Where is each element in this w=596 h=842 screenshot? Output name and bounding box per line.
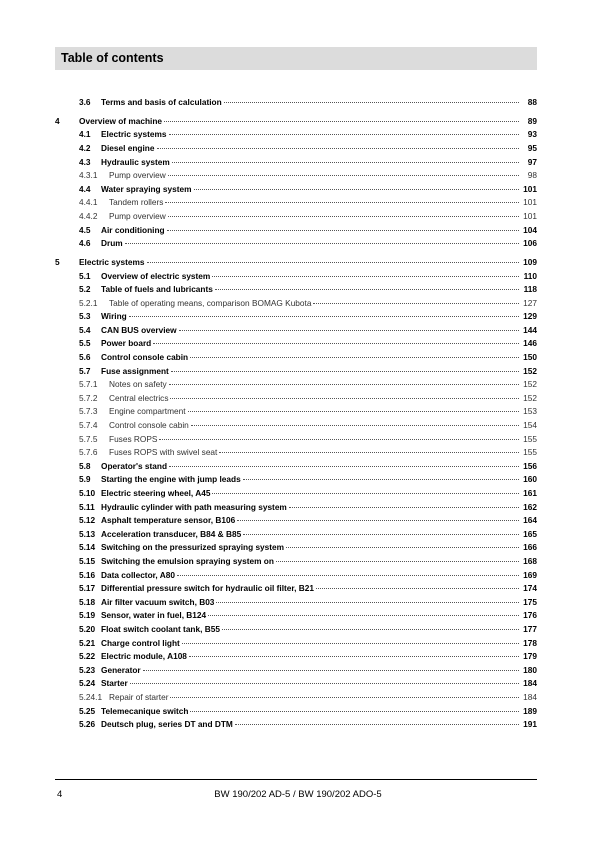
dot-leader bbox=[190, 356, 519, 358]
dot-leader bbox=[289, 506, 519, 508]
toc-entry-page: 164 bbox=[523, 515, 537, 526]
dot-leader bbox=[237, 519, 519, 521]
toc-entry[interactable] bbox=[55, 677, 537, 691]
toc-entry-page: 109 bbox=[523, 256, 537, 267]
toc-entry[interactable] bbox=[55, 705, 537, 719]
toc-entry-title: Terms and basis of calculation bbox=[101, 97, 222, 107]
toc-entry-title: Operator's stand bbox=[101, 460, 168, 471]
toc-entry[interactable] bbox=[55, 514, 537, 528]
toc-entry-title: Water spraying system bbox=[101, 183, 192, 194]
dot-leader bbox=[170, 397, 519, 399]
toc-entry[interactable] bbox=[55, 691, 537, 705]
toc-entry[interactable] bbox=[55, 96, 537, 110]
page-title: Table of contents bbox=[61, 51, 164, 65]
toc-entry-page: 98 bbox=[527, 170, 537, 181]
toc-entry[interactable] bbox=[55, 664, 537, 678]
toc-entry-title: Data collector, A80 bbox=[101, 569, 175, 580]
toc-entry-title: Electric systems bbox=[101, 129, 167, 140]
toc-entry[interactable] bbox=[55, 224, 537, 238]
toc-entry-number: 5.24 bbox=[79, 678, 96, 689]
toc-entry-title: Control console cabin bbox=[101, 352, 189, 363]
toc-entry-number: 4.5 bbox=[79, 224, 91, 235]
dot-leader bbox=[243, 478, 519, 480]
toc-entry[interactable] bbox=[55, 351, 537, 365]
toc-entry-title: Electric systems bbox=[79, 256, 145, 267]
toc-entry-number: 5.23 bbox=[79, 664, 96, 675]
dot-leader bbox=[167, 229, 519, 231]
toc-entry[interactable] bbox=[55, 256, 537, 270]
toc-entry-number: 5.13 bbox=[79, 528, 96, 539]
toc-entry-page: 156 bbox=[523, 460, 537, 471]
toc-entry-number: 5.8 bbox=[79, 460, 91, 471]
toc-entry[interactable] bbox=[55, 237, 537, 251]
toc-entry-number: 5.15 bbox=[79, 555, 96, 566]
toc-entry-page: 165 bbox=[523, 528, 537, 539]
toc-entry-number: 5.2.1 bbox=[79, 297, 98, 308]
toc-entry-page: 110 bbox=[523, 270, 537, 281]
toc-entry[interactable] bbox=[55, 324, 537, 338]
toc-entry-page: 184 bbox=[523, 691, 537, 702]
toc-entry-number: 5.20 bbox=[79, 623, 96, 634]
footer-divider bbox=[55, 779, 537, 780]
dot-leader bbox=[216, 601, 519, 603]
toc-entry[interactable] bbox=[55, 310, 537, 324]
toc-entry-number: 5.4 bbox=[79, 324, 91, 335]
dot-leader bbox=[191, 424, 519, 426]
dot-leader bbox=[165, 201, 519, 203]
dot-leader bbox=[235, 723, 519, 725]
toc-chapter-number: 5 bbox=[55, 256, 60, 267]
toc-entry[interactable] bbox=[55, 337, 537, 351]
toc-entry-page: 160 bbox=[523, 474, 537, 485]
toc-entry-number: 5.22 bbox=[79, 651, 96, 662]
toc-entry[interactable] bbox=[55, 270, 537, 284]
toc-entry-page: 144 bbox=[523, 324, 537, 335]
dot-leader bbox=[177, 574, 519, 576]
toc-entry-page: 118 bbox=[523, 284, 537, 295]
dot-leader bbox=[168, 174, 519, 176]
toc-entry-number: 5.12 bbox=[79, 515, 96, 526]
toc-entry-page: 162 bbox=[523, 501, 537, 512]
toc-entry-title: Notes on safety bbox=[109, 379, 167, 390]
dot-leader bbox=[215, 288, 519, 290]
toc-entry-page: 152 bbox=[523, 392, 537, 403]
toc-entry-title: Pump overview bbox=[109, 170, 166, 181]
toc-entry[interactable] bbox=[55, 378, 537, 392]
toc-entry[interactable] bbox=[55, 718, 537, 732]
toc-entry-title: Air conditioning bbox=[101, 224, 165, 235]
dot-leader bbox=[219, 451, 519, 453]
toc-entry[interactable] bbox=[55, 433, 537, 447]
dot-leader bbox=[243, 533, 519, 535]
table-of-contents bbox=[55, 96, 537, 732]
toc-entry-page: 95 bbox=[527, 142, 537, 153]
toc-entry-number: 5.19 bbox=[79, 610, 96, 621]
toc-entry-number: 5.16 bbox=[79, 569, 96, 580]
toc-entry-number: 5.9 bbox=[79, 474, 91, 485]
toc-entry-page: 129 bbox=[523, 311, 537, 322]
toc-entry-page: 175 bbox=[523, 596, 537, 607]
toc-entry[interactable] bbox=[55, 446, 537, 460]
toc-entry-number: 5.21 bbox=[79, 637, 96, 648]
toc-entry[interactable] bbox=[55, 419, 537, 433]
dot-leader bbox=[313, 302, 519, 304]
toc-entry[interactable] bbox=[55, 473, 537, 487]
toc-entry-page: 191 bbox=[523, 719, 537, 730]
toc-entry-page: 176 bbox=[523, 610, 537, 621]
toc-entry-number: 5.11 bbox=[79, 501, 95, 512]
toc-entry-page: 106 bbox=[523, 238, 537, 249]
toc-entry[interactable] bbox=[55, 596, 537, 610]
toc-entry[interactable] bbox=[55, 156, 537, 170]
toc-entry-page: 166 bbox=[523, 542, 537, 553]
toc-entry-title: Overview of machine bbox=[79, 115, 163, 126]
dot-leader bbox=[143, 669, 519, 671]
toc-entry-page: 97 bbox=[527, 156, 537, 167]
toc-entry-page: 161 bbox=[523, 488, 537, 498]
dot-leader bbox=[168, 215, 519, 217]
dot-leader bbox=[169, 383, 519, 385]
toc-entry-title: Asphalt temperature sensor, B106 bbox=[101, 515, 236, 526]
toc-chapter-number: 4 bbox=[55, 115, 60, 126]
toc-entry-page: 177 bbox=[523, 623, 537, 634]
toc-entry-title: Table of operating means, comparison BOMAG Kubota bbox=[109, 297, 312, 308]
dot-leader bbox=[169, 133, 520, 135]
toc-entry-title: Switching the emulsion spraying system on bbox=[101, 555, 274, 566]
toc-entry-number: 4.1 bbox=[79, 129, 91, 140]
toc-entry-number: 5.25 bbox=[79, 705, 96, 716]
toc-entry-page: 169 bbox=[523, 569, 537, 580]
toc-entry[interactable] bbox=[55, 128, 537, 142]
toc-entry-title: Starter bbox=[101, 678, 128, 689]
toc-entry-page: 180 bbox=[523, 664, 537, 675]
toc-entry-title: Overview of electric system bbox=[101, 270, 211, 281]
toc-entry-page: 89 bbox=[527, 115, 537, 126]
dot-leader bbox=[316, 587, 519, 589]
toc-entry-number: 4.3 bbox=[79, 156, 91, 167]
toc-entry-number: 5.7.2 bbox=[79, 392, 98, 403]
toc-entry-title: Acceleration transducer, B84 & B85 bbox=[101, 528, 242, 539]
dot-leader bbox=[194, 188, 519, 190]
toc-entry[interactable] bbox=[55, 487, 537, 501]
toc-entry-page: 150 bbox=[523, 352, 537, 363]
toc-entry-title: Telemecanique switch bbox=[101, 705, 189, 716]
dot-leader bbox=[129, 315, 519, 317]
toc-entry[interactable] bbox=[55, 210, 537, 224]
toc-entry-title: Deutsch plug, series DT and DTM bbox=[101, 719, 233, 730]
toc-entry-title: Engine compartment bbox=[109, 406, 186, 417]
toc-entry-number: 4.4 bbox=[79, 183, 91, 194]
toc-entry-page: 93 bbox=[527, 129, 537, 140]
dot-leader bbox=[159, 438, 519, 440]
toc-entry-title: Wiring bbox=[101, 311, 127, 322]
toc-entry[interactable] bbox=[55, 501, 537, 515]
toc-header-bar bbox=[55, 47, 537, 70]
toc-entry-number: 4.3.1 bbox=[79, 170, 98, 181]
toc-entry[interactable] bbox=[55, 623, 537, 637]
toc-entry-title: Power board bbox=[101, 338, 152, 349]
toc-entry-title: Hydraulic system bbox=[101, 156, 170, 167]
toc-entry-number: 3.6 bbox=[79, 97, 91, 107]
toc-entry[interactable] bbox=[55, 283, 537, 297]
toc-entry[interactable] bbox=[55, 169, 537, 183]
toc-entry-number: 4.4.1 bbox=[79, 197, 98, 208]
toc-entry-title: Air filter vacuum switch, B03 bbox=[101, 596, 215, 607]
toc-entry-title: Charge control light bbox=[101, 637, 180, 648]
toc-entry-title: Float switch coolant tank, B55 bbox=[101, 623, 220, 634]
dot-leader bbox=[171, 370, 519, 372]
toc-entry-title: Electric module, A108 bbox=[101, 651, 187, 662]
toc-entry[interactable] bbox=[55, 365, 537, 379]
toc-entry-number: 4.6 bbox=[79, 238, 91, 249]
dot-leader bbox=[212, 275, 519, 277]
toc-entry-number: 5.17 bbox=[79, 583, 96, 594]
dot-leader bbox=[212, 492, 519, 494]
toc-entry-page: 154 bbox=[523, 420, 537, 431]
footer-page-number: 4 bbox=[57, 789, 63, 800]
toc-entry-number: 5.26 bbox=[79, 719, 96, 730]
dot-leader bbox=[170, 696, 519, 698]
dot-leader bbox=[147, 261, 520, 263]
toc-entry-number: 5.7.6 bbox=[79, 447, 98, 458]
toc-entry-page: 146 bbox=[523, 338, 537, 349]
toc-entry[interactable] bbox=[55, 196, 537, 210]
toc-entry-title: Sensor, water in fuel, B124 bbox=[101, 610, 207, 621]
dot-leader bbox=[190, 710, 519, 712]
toc-entry-page: 88 bbox=[527, 97, 537, 107]
toc-entry-number: 5.7.1 bbox=[79, 379, 98, 390]
dot-leader bbox=[125, 242, 519, 244]
toc-entry-number: 5.5 bbox=[79, 338, 91, 349]
toc-entry-number: 5.7.3 bbox=[79, 406, 98, 417]
toc-entry-number: 5.18 bbox=[79, 596, 96, 607]
toc-entry-page: 153 bbox=[523, 406, 537, 417]
toc-entry-page: 179 bbox=[523, 651, 537, 662]
toc-entry-page: 184 bbox=[523, 678, 537, 689]
footer-document-title: BW 190/202 AD-5 / BW 190/202 ADO-5 bbox=[214, 789, 382, 800]
dot-leader bbox=[224, 101, 519, 103]
toc-entry-title: Switching on the pressurized spraying system bbox=[101, 542, 285, 553]
toc-entry-page: 174 bbox=[523, 583, 537, 594]
toc-entry-title: Central electrics bbox=[109, 392, 169, 403]
toc-entry-page: 168 bbox=[523, 555, 537, 566]
toc-entry-title: Diesel engine bbox=[101, 142, 155, 153]
toc-entry-title: Pump overview bbox=[109, 210, 166, 221]
toc-entry[interactable] bbox=[55, 555, 537, 569]
toc-entry[interactable] bbox=[55, 115, 537, 129]
toc-entry-number: 5.1 bbox=[79, 270, 91, 281]
dot-leader bbox=[222, 628, 519, 630]
toc-entry-title: Control console cabin bbox=[109, 420, 189, 431]
toc-entry-title: Table of fuels and lubricants bbox=[101, 284, 213, 295]
toc-entry-page: 101 bbox=[523, 197, 537, 208]
toc-entry-title: Starting the engine with jump leads bbox=[101, 474, 241, 485]
dot-leader bbox=[188, 410, 519, 412]
dot-leader bbox=[153, 342, 519, 344]
toc-entry-title: Hydraulic cylinder with path measuring system bbox=[101, 501, 287, 512]
toc-entry-page: 152 bbox=[523, 365, 537, 376]
toc-entry-number: 4.2 bbox=[79, 142, 91, 153]
toc-entry-number: 5.7.4 bbox=[79, 420, 98, 431]
dot-leader bbox=[130, 682, 519, 684]
toc-entry-page: 101 bbox=[523, 210, 537, 221]
toc-entry-page: 127 bbox=[523, 297, 537, 308]
toc-entry-page: 152 bbox=[523, 379, 537, 390]
toc-entry-page: 101 bbox=[523, 183, 537, 194]
dot-leader bbox=[157, 147, 520, 149]
toc-entry[interactable] bbox=[55, 569, 537, 583]
dot-leader bbox=[179, 329, 519, 331]
toc-entry-title: Fuses ROPS with swivel seat bbox=[109, 447, 218, 458]
toc-entry-number: 5.14 bbox=[79, 542, 96, 553]
toc-entry-page: 155 bbox=[523, 433, 537, 444]
toc-entry-number: 5.2 bbox=[79, 284, 91, 295]
toc-entry-number: 5.3 bbox=[79, 311, 91, 322]
toc-entry[interactable] bbox=[55, 297, 537, 311]
toc-entry-title: Generator bbox=[101, 664, 141, 675]
toc-entry-number: 5.10 bbox=[79, 488, 96, 498]
toc-entry-page: 189 bbox=[523, 705, 537, 716]
toc-entry-title: Fuses ROPS bbox=[109, 433, 158, 444]
toc-entry-page: 155 bbox=[523, 447, 537, 458]
toc-entry-number: 5.7.5 bbox=[79, 433, 98, 444]
toc-entry-number: 5.24.1 bbox=[79, 691, 103, 702]
toc-entry[interactable] bbox=[55, 637, 537, 651]
toc-entry-number: 5.7 bbox=[79, 365, 91, 376]
dot-leader bbox=[172, 161, 519, 163]
toc-entry[interactable] bbox=[55, 609, 537, 623]
dot-leader bbox=[189, 655, 519, 657]
toc-entry-title: Tandem rollers bbox=[109, 197, 164, 208]
toc-entry-title: Repair of starter bbox=[109, 691, 169, 702]
dot-leader bbox=[169, 465, 519, 467]
toc-entry-number: 4.4.2 bbox=[79, 210, 98, 221]
toc-entry[interactable] bbox=[55, 541, 537, 555]
toc-entry-title: Drum bbox=[101, 238, 123, 249]
toc-entry[interactable] bbox=[55, 528, 537, 542]
toc-entry[interactable] bbox=[55, 650, 537, 664]
dot-leader bbox=[276, 560, 519, 562]
toc-entry-title: Fuse assignment bbox=[101, 365, 169, 376]
dot-leader bbox=[286, 546, 519, 548]
toc-entry-title: Electric steering wheel, A45 bbox=[101, 488, 211, 498]
toc-entry[interactable] bbox=[55, 392, 537, 406]
toc-entry[interactable] bbox=[55, 405, 537, 419]
dot-leader bbox=[182, 642, 519, 644]
toc-entry-number: 5.6 bbox=[79, 352, 91, 363]
toc-entry-title: Differential pressure switch for hydraulic oil filter, B21 bbox=[101, 583, 315, 594]
toc-entry[interactable] bbox=[55, 183, 537, 197]
toc-entry[interactable] bbox=[55, 582, 537, 596]
toc-entry-page: 104 bbox=[523, 224, 537, 235]
toc-entry[interactable] bbox=[55, 460, 537, 474]
toc-entry[interactable] bbox=[55, 142, 537, 156]
toc-entry-page: 178 bbox=[523, 637, 537, 648]
toc-entry-title: CAN BUS overview bbox=[101, 324, 177, 335]
dot-leader bbox=[164, 120, 519, 122]
dot-leader bbox=[208, 614, 519, 616]
